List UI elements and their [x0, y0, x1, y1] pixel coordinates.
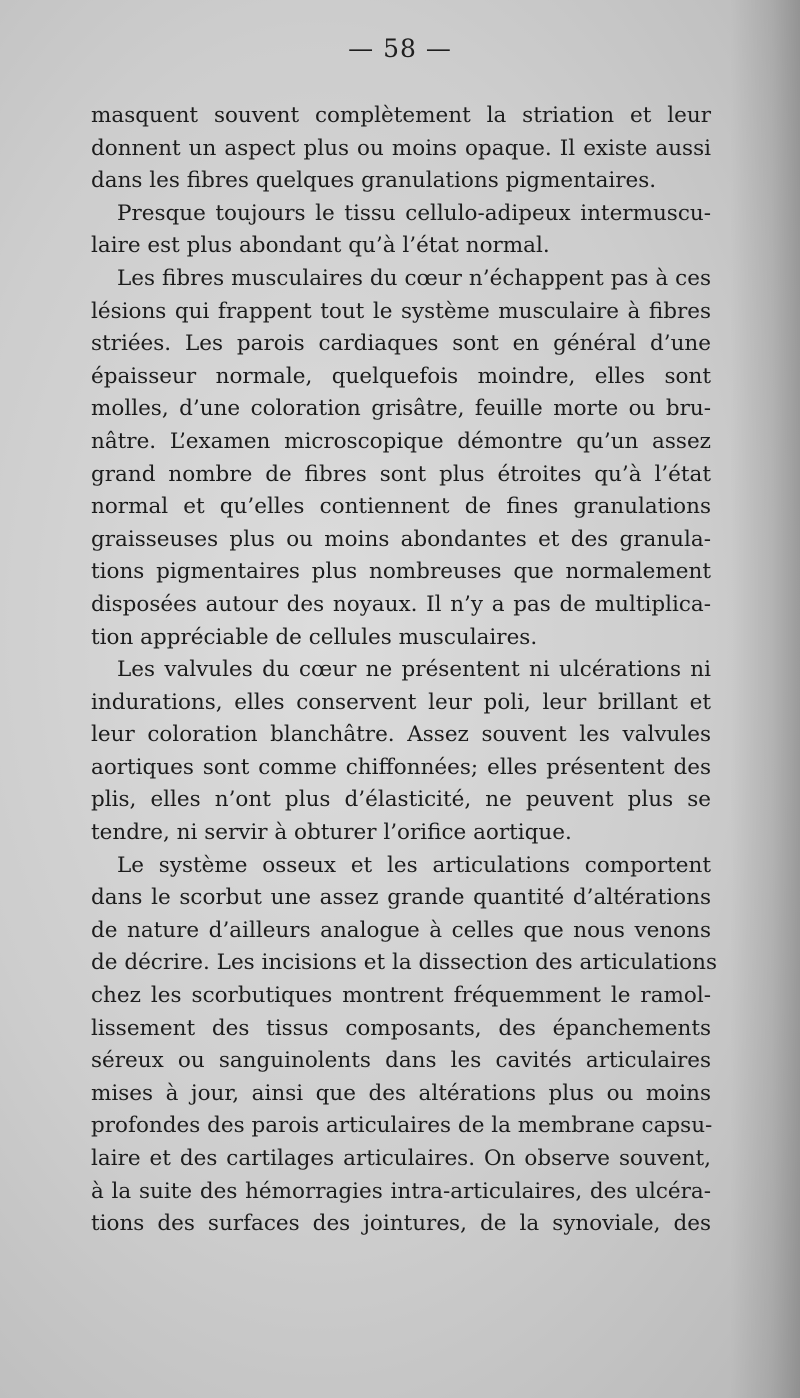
- text-line: normal et qu’elles contiennent de fines granulations: [91, 494, 711, 520]
- text-line: Les valvules du cœur ne présentent ni ulcérations ni: [117, 657, 711, 683]
- text-line: tions des surfaces des jointures, de la synoviale, des: [91, 1211, 711, 1237]
- text-line: laire est plus abondant qu’à l’état normal.: [91, 233, 550, 259]
- text-line: mises à jour, ainsi que des altérations plus ou moins: [91, 1080, 711, 1106]
- text-line: de décrire. Les incisions et la dissection des articulations: [91, 950, 717, 976]
- text-line: molles, d’une coloration grisâtre, feuille morte ou bru-: [91, 396, 711, 422]
- text-line: aortiques sont comme chiffonnées; elles présentent des: [91, 754, 711, 780]
- text-line: chez les scorbutiques montrent fréquemment le ramol-: [91, 983, 711, 1009]
- text-line: Presque toujours le tissu cellulo-adipeux intermuscu-: [117, 200, 711, 226]
- text-line: lésions qui frappent tout le système musculaire à fibres: [91, 298, 711, 324]
- text-line: de nature d’ailleurs analogue à celles que nous venons: [91, 917, 711, 943]
- text-line: plis, elles n’ont plus d’élasticité, ne peuvent plus se: [91, 787, 711, 813]
- text-line: donnent un aspect plus ou moins opaque. Il existe aussi: [91, 135, 711, 161]
- text-line: masquent souvent complètement la striation et leur: [91, 103, 711, 128]
- text-line: lissement des tissus composants, des épanchements: [91, 1015, 711, 1041]
- text-line: séreux ou sanguinolents dans les cavités articulaires: [91, 1048, 711, 1074]
- page-edge-shadow: [730, 0, 800, 1398]
- text-line: profondes des parois articulaires de la membrane capsu-: [91, 1113, 713, 1139]
- text-line: disposées autour des noyaux. Il n’y a pas de multiplica-: [91, 591, 711, 617]
- text-line: graisseuses plus ou moins abondantes et des granula-: [91, 526, 711, 552]
- page-number: — 58 —: [348, 34, 452, 63]
- text-line: dans le scorbut une assez grande quantité d’altérations: [91, 885, 711, 911]
- text-line: Le système osseux et les articulations comportent: [117, 852, 711, 878]
- text-line: leur coloration blanchâtre. Assez souvent les valvules: [91, 722, 711, 748]
- text-line: indurations, elles conservent leur poli, leur brillant et: [91, 689, 711, 715]
- text-line: striées. Les parois cardiaques sont en général d’une: [91, 331, 711, 357]
- text-line: Les fibres musculaires du cœur n’échappent pas à ces: [117, 265, 711, 291]
- text-line: tendre, ni servir à obturer l’orifice aortique.: [91, 820, 572, 846]
- text-line: tion appréciable de cellules musculaires.: [91, 624, 538, 650]
- text-line: épaisseur normale, quelquefois moindre, elles sont: [91, 363, 711, 389]
- text-line: grand nombre de fibres sont plus étroites qu’à l’état: [91, 461, 711, 487]
- text-line: nâtre. L’examen microscopique démontre qu’un assez: [91, 428, 711, 454]
- text-line: tions pigmentaires plus nombreuses que normalement: [91, 559, 711, 585]
- text-line: laire et des cartilages articulaires. On observe souvent,: [91, 1146, 711, 1171]
- text-line: dans les fibres quelques granulations pigmentaires.: [91, 168, 657, 194]
- text-line: à la suite des hémorragies intra-articulaires, des ulcéra-: [91, 1178, 711, 1204]
- body-text: [91, 100, 717, 1241]
